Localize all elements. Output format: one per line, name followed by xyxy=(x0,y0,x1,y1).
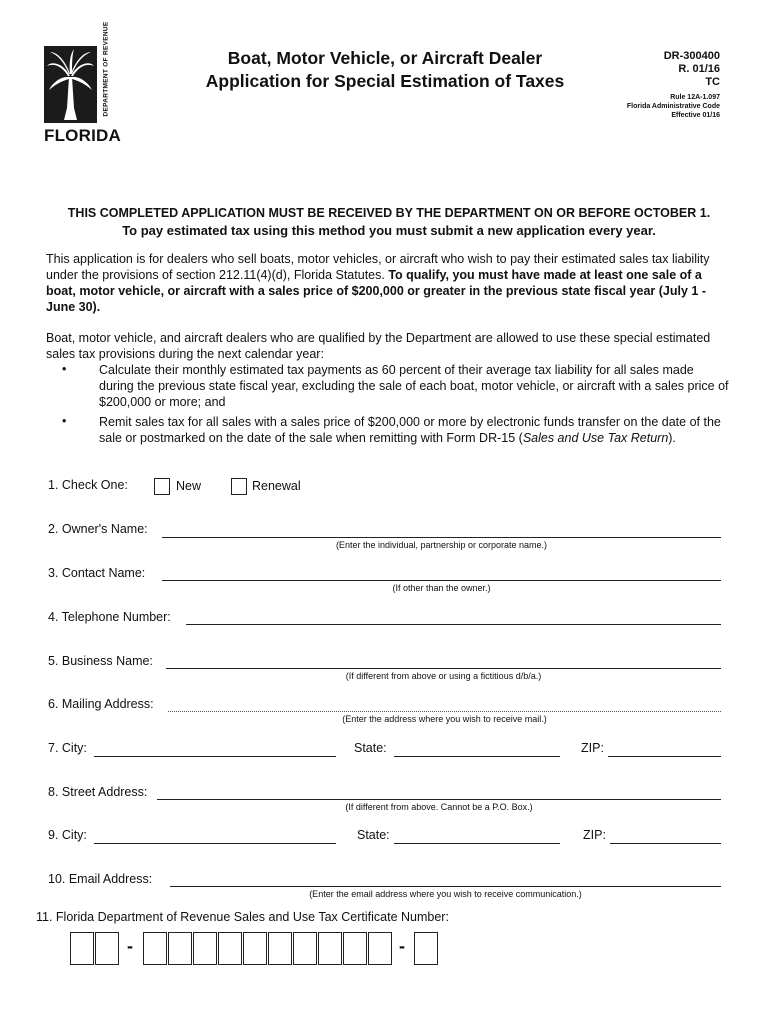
renewal-checkbox[interactable] xyxy=(231,478,247,495)
new-checkbox[interactable] xyxy=(154,478,170,495)
bullet-1-text: Calculate their monthly estimated tax payments as 60 percent of their average tax liability for all sales made during the previous state fiscal year, excluding the sale of each boat, motor vehicle, or aircraft with a sales price of $200,000 or more; and xyxy=(99,363,729,409)
owner-name-field[interactable] xyxy=(162,537,721,538)
rule-number: Rule 12A-1.097 xyxy=(670,94,720,101)
email-label: 10. Email Address: xyxy=(48,872,153,886)
rule-block xyxy=(627,93,720,120)
street-address-hint: (If different from above. Cannot be a P.O. Box.) xyxy=(345,802,533,812)
contact-name-label: 3. Contact Name: xyxy=(48,566,146,580)
bullet-1-symbol: • xyxy=(62,362,67,376)
palm-tree-icon xyxy=(44,46,97,123)
form-title xyxy=(180,47,590,93)
intro-bold: To qualify, you must have made at least one sale of a boat, motor vehicle, or aircraft with a sales price of $200,000 or greater in the previous state fiscal year (July 1 - June 30). xyxy=(46,268,706,314)
cert-digit-box[interactable] xyxy=(143,932,167,965)
provisions-paragraph: Boat, motor vehicle, and aircraft dealers who are qualified by the Department are allowed to use these special estimated sales tax provisions during the next calendar year: xyxy=(46,331,711,361)
telephone-label: 4. Telephone Number: xyxy=(48,610,171,624)
bullet-2-text: Remit sales tax for all sales with a sales price of $200,000 or more by electronic funds transfer on the date of the sale or postmarked on the date of the sale when remitting with Form DR-15 (Sales and Use Tax Return). xyxy=(99,415,721,445)
telephone-field[interactable] xyxy=(186,624,721,625)
cert-digit-box[interactable] xyxy=(193,932,217,965)
contact-name-hint: (If other than the owner.) xyxy=(392,583,491,593)
title-line-1: Boat, Motor Vehicle, or Aircraft Dealer xyxy=(227,48,543,68)
zip-9-field[interactable] xyxy=(610,843,721,844)
form-code: TC xyxy=(705,76,720,88)
state-7-label: State: xyxy=(354,741,387,755)
cert-digit-box[interactable] xyxy=(95,932,119,965)
intro-text: This application is for dealers who sell boats, motor vehicles, or aircraft who wish to pay their estimated sales tax liability under the provisions of section 212.11(4)(d), Florida Statutes. xyxy=(46,252,710,282)
zip-9-label: ZIP: xyxy=(583,828,606,842)
zip-7-field[interactable] xyxy=(608,756,721,757)
cert-digit-box[interactable] xyxy=(343,932,367,965)
cert-digit-box[interactable] xyxy=(318,932,342,965)
state-9-label: State: xyxy=(357,828,390,842)
florida-dor-logo xyxy=(44,21,121,145)
cert-digit-box[interactable] xyxy=(70,932,94,965)
new-label: New xyxy=(176,479,202,493)
mailing-address-label: 6. Mailing Address: xyxy=(48,697,154,711)
zip-7-label: ZIP: xyxy=(581,741,604,755)
cert-digit-box[interactable] xyxy=(368,932,392,965)
cert-digit-box[interactable] xyxy=(293,932,317,965)
annual-notice: To pay estimated tax using this method you must submit a new application every year. xyxy=(122,223,656,238)
effective-date: Effective 01/16 xyxy=(671,112,720,119)
owner-name-hint: (Enter the individual, partnership or corporate name.) xyxy=(335,540,548,550)
city-9-field[interactable] xyxy=(94,843,336,844)
city-7-field[interactable] xyxy=(94,756,336,757)
business-name-field[interactable] xyxy=(166,668,721,669)
cert-dash: - xyxy=(127,936,133,956)
city-9-label: 9. City: xyxy=(48,828,87,842)
check-one-label: 1. Check One: xyxy=(48,478,128,492)
contact-name-field[interactable] xyxy=(162,580,721,581)
cert-digit-box[interactable] xyxy=(243,932,267,965)
owner-name-label: 2. Owner's Name: xyxy=(48,522,148,536)
cert-digit-box[interactable] xyxy=(414,932,438,965)
cert-digit-box[interactable] xyxy=(168,932,192,965)
form-number-block xyxy=(664,50,720,89)
renewal-label: Renewal xyxy=(252,479,301,493)
form-number: DR-300400 xyxy=(663,50,720,62)
mailing-address-hint: (Enter the address where you wish to receive mail.) xyxy=(342,714,547,724)
logo-dept-text: DEPARTMENT OF REVENUE xyxy=(102,21,110,117)
business-name-hint: (If different from above or using a fictitious d/b/a.) xyxy=(345,671,542,681)
intro-paragraph xyxy=(46,251,732,315)
state-9-field[interactable] xyxy=(394,843,560,844)
state-7-field[interactable] xyxy=(394,756,560,757)
city-7-label: 7. City: xyxy=(48,741,87,755)
business-name-label: 5. Business Name: xyxy=(48,654,153,668)
form-revision: R. 01/16 xyxy=(678,63,720,75)
email-hint: (Enter the email address where you wish to receive communication.) xyxy=(309,889,582,899)
certificate-label: 11. Florida Department of Revenue Sales and Use Tax Certificate Number: xyxy=(36,910,449,924)
admin-code: Florida Administrative Code xyxy=(626,103,720,110)
bullet-2-symbol: • xyxy=(62,414,67,428)
title-line-2: Application for Special Estimation of Taxes xyxy=(205,71,565,91)
logo-state-text: FLORIDA xyxy=(44,126,121,145)
deadline-notice: THIS COMPLETED APPLICATION MUST BE RECEIVED BY THE DEPARTMENT ON OR BEFORE OCTOBER 1. xyxy=(67,206,711,220)
cert-digit-box[interactable] xyxy=(218,932,242,965)
street-address-field[interactable] xyxy=(157,799,721,800)
email-field[interactable] xyxy=(170,886,721,887)
cert-digit-box[interactable] xyxy=(268,932,292,965)
cert-dash: - xyxy=(399,936,405,956)
mailing-address-field[interactable] xyxy=(168,711,721,712)
street-address-label: 8. Street Address: xyxy=(48,785,148,799)
